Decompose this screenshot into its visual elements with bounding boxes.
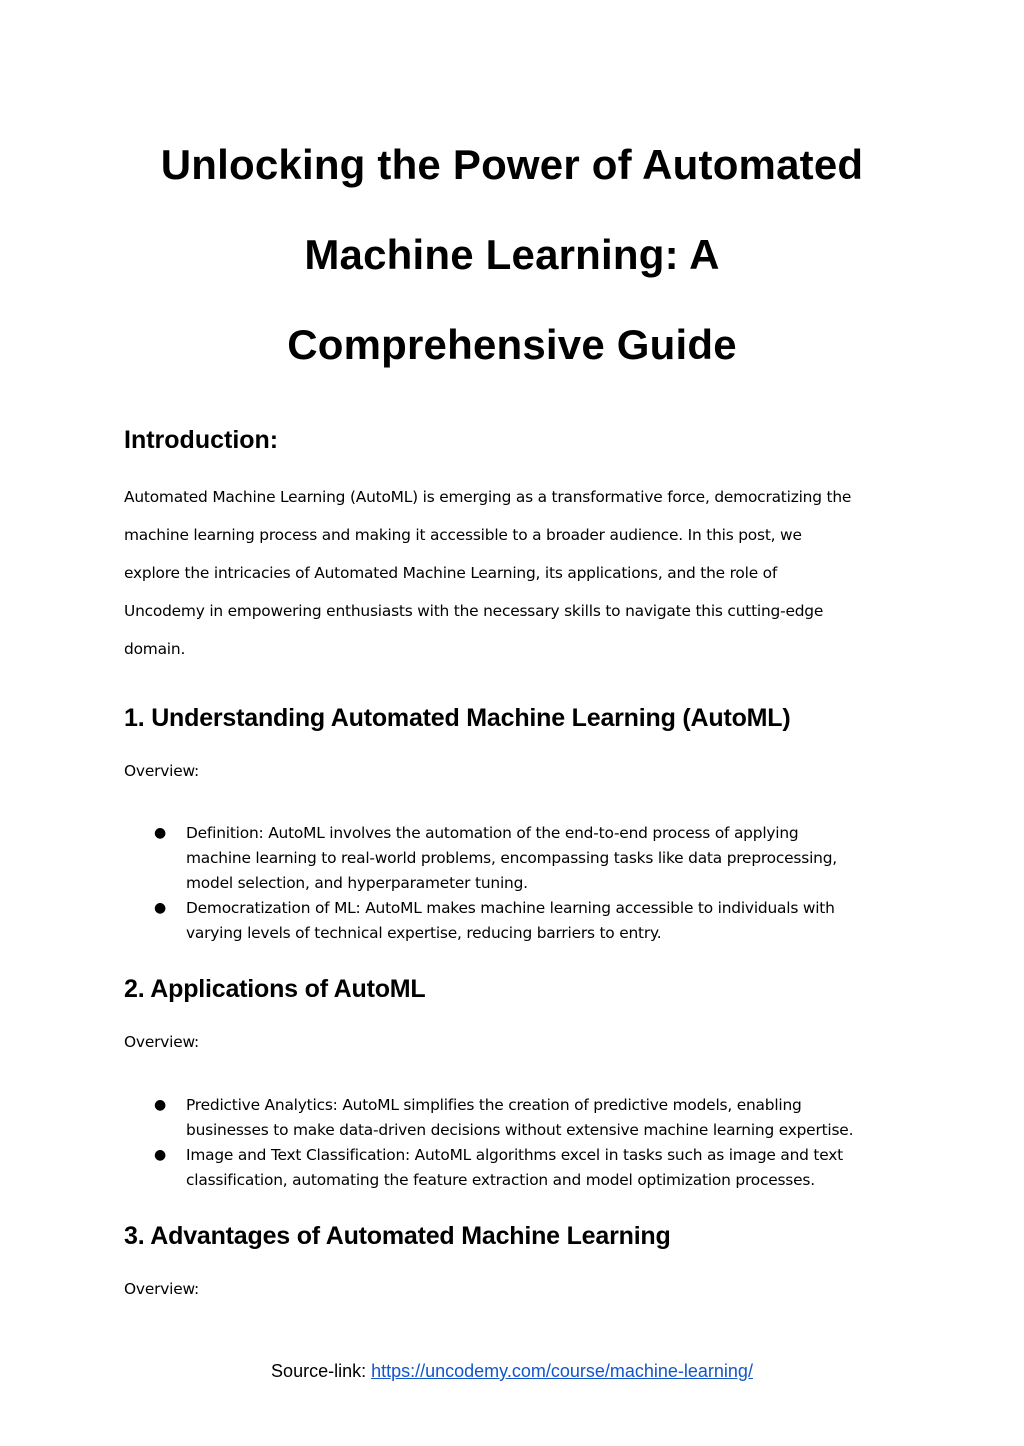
list-item: [124, 821, 914, 896]
list-item-line: Democratization of ML: AutoML makes machine learning accessible to individuals with: [186, 899, 835, 917]
section-1-overview: Overview:: [124, 762, 200, 780]
title-line: Comprehensive Guide: [287, 321, 737, 368]
document-title: [100, 120, 924, 390]
bullet-icon: ●: [154, 825, 167, 841]
list-item-line: Predictive Analytics: AutoML simplifies the creation of predictive models, enabling: [186, 1096, 802, 1114]
paragraph-line: domain.: [124, 640, 186, 658]
introduction-heading: Introduction:: [124, 426, 279, 454]
paragraph-line: Automated Machine Learning (AutoML) is emerging as a transformative force, democratizing the: [124, 488, 852, 506]
section-3-heading: 3. Advantages of Automated Machine Learning: [124, 1222, 671, 1250]
introduction-paragraph: [124, 478, 914, 668]
paragraph-line: Uncodemy in empowering enthusiasts with the necessary skills to navigate this cutting-edge: [124, 602, 824, 620]
list-item-line: classification, automating the feature extraction and model optimization processes.: [186, 1171, 815, 1189]
paragraph-line: explore the intricacies of Automated Machine Learning, its applications, and the role of: [124, 564, 778, 582]
section-2-heading: 2. Applications of AutoML: [124, 975, 426, 1003]
list-item-line: businesses to make data-driven decisions without extensive machine learning expertise.: [186, 1121, 854, 1139]
section-2-overview: Overview:: [124, 1033, 200, 1051]
list-item-line: Image and Text Classification: AutoML algorithms excel in tasks such as image and text: [186, 1146, 843, 1164]
bullet-icon: ●: [154, 1097, 167, 1113]
paragraph-line: machine learning process and making it accessible to a broader audience. In this post, we: [124, 526, 802, 544]
list-item-line: varying levels of technical expertise, reducing barriers to entry.: [186, 924, 662, 942]
list-item: [124, 1093, 914, 1143]
source-line: [0, 1358, 1024, 1384]
list-item-line: machine learning to real-world problems, encompassing tasks like data preprocessing,: [186, 849, 837, 867]
section-2-bullet-list: [124, 1093, 914, 1193]
section-3-overview: Overview:: [124, 1280, 200, 1298]
source-label: Source-link:: [271, 1361, 372, 1381]
source-link[interactable]: https://uncodemy.com/course/machine-learning/: [371, 1361, 753, 1381]
list-item-line: model selection, and hyperparameter tuning.: [186, 874, 528, 892]
title-line: Unlocking the Power of Automated: [160, 141, 864, 188]
section-1-bullet-list: [124, 821, 914, 946]
section-1-heading: 1. Understanding Automated Machine Learning (AutoML): [124, 704, 791, 732]
bullet-icon: ●: [154, 1147, 167, 1163]
title-line: Machine Learning: A: [304, 231, 720, 278]
list-item: [124, 896, 914, 946]
list-item-line: Definition: AutoML involves the automation of the end-to-end process of applying: [186, 824, 799, 842]
bullet-icon: ●: [154, 900, 167, 916]
list-item: [124, 1143, 914, 1193]
